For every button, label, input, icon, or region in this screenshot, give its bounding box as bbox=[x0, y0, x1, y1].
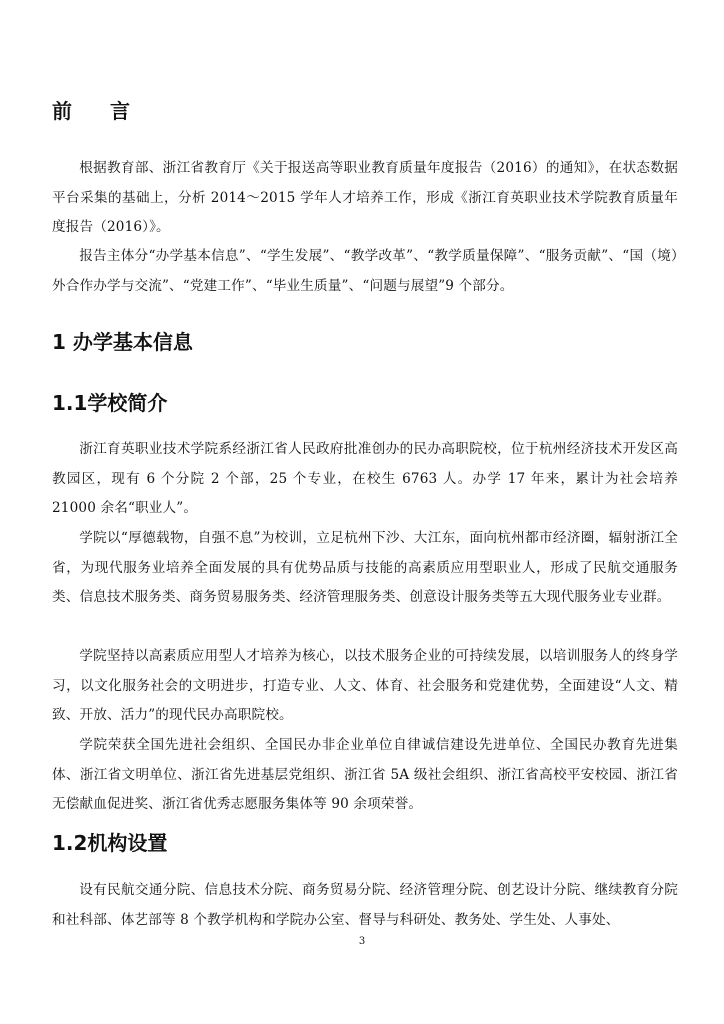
section-1-2-paragraph-1: 设有民航交通分院、信息技术分院、商务贸易分院、经济管理分院、创艺设计分院、继续教育分院和社科部、体艺部等 8 个教学机构和学院办公室、督导与科研处、教务处、学生处、人事处、 bbox=[52, 882, 678, 928]
section-1-2-heading: 1.2机构设置 bbox=[52, 831, 168, 855]
preface-paragraph-1: 根据教育部、浙江省教育厅《关于报送高等职业教育质量年度报告（2016）的通知》，在状态数据平台采集的基础上，分析 2014～2015 学年人才培养工作，形成《浙江育英职业技术学院教育质量年度报告（2016）》。 bbox=[52, 160, 678, 235]
section-1-1-paragraph-3: 学院坚持以高素质应用型人才培养为核心，以技术服务企业的可持续发展，以培训服务人的终身学习，以文化服务社会的文明进步，打造专业、人文、体育、社会服务和党建优势，全面建设“人文、精致、开放、活力”的现代民办高职院校。 bbox=[52, 648, 678, 723]
preface-title-char-1: 前 bbox=[52, 99, 72, 123]
preface-paragraph-2: 报告主体分“办学基本信息”、“学生发展”、“教学改革”、“教学质量保障”、“服务贡献”、“国（境）外合作办学与交流”、“党建工作”、“毕业生质量”、“问题与展望”9 个部分。 bbox=[52, 248, 678, 294]
section-1-1-paragraph-2: 学院以“厚德载物，自强不息”为校训，立足杭州下沙、大江东，面向杭州都市经济圈，辐射浙江全省，为现代服务业培养全面发展的具有优势品质与技能的高素质应用型职业人，形成了民航交通服务类、信息技术服务类、商务贸易服务类、经济管理服务类、创意设计服务类等五大现代服务业专业群。 bbox=[52, 530, 678, 605]
section-1-1-paragraph-4: 学院荣获全国先进社会组织、全国民办非企业单位自律诚信建设先进单位、全国民办教育先进集体、浙江省文明单位、浙江省先进基层党组织、浙江省 5A 级社会组织、浙江省高校平安校园、浙江省无偿献血促进奖、浙江省优秀志愿服务集体等 90 余项荣誉。 bbox=[52, 737, 678, 812]
section-1-1-heading: 1.1学校简介 bbox=[52, 391, 168, 415]
section-1-1-paragraph-1: 浙江育英职业技术学院系经浙江省人民政府批准创办的民办高职院校，位于杭州经济技术开发区高教园区，现有 6 个分院 2 个部，25 个专业，在校生 6763 人。办学 17 年来，累计为社会培养 21000 余名“职业人”。 bbox=[52, 441, 678, 516]
preface-title bbox=[52, 98, 130, 124]
preface-title-char-2: 言 bbox=[110, 99, 130, 123]
section-1-heading: 1 办学基本信息 bbox=[52, 330, 193, 354]
page-number: 3 bbox=[358, 936, 366, 947]
